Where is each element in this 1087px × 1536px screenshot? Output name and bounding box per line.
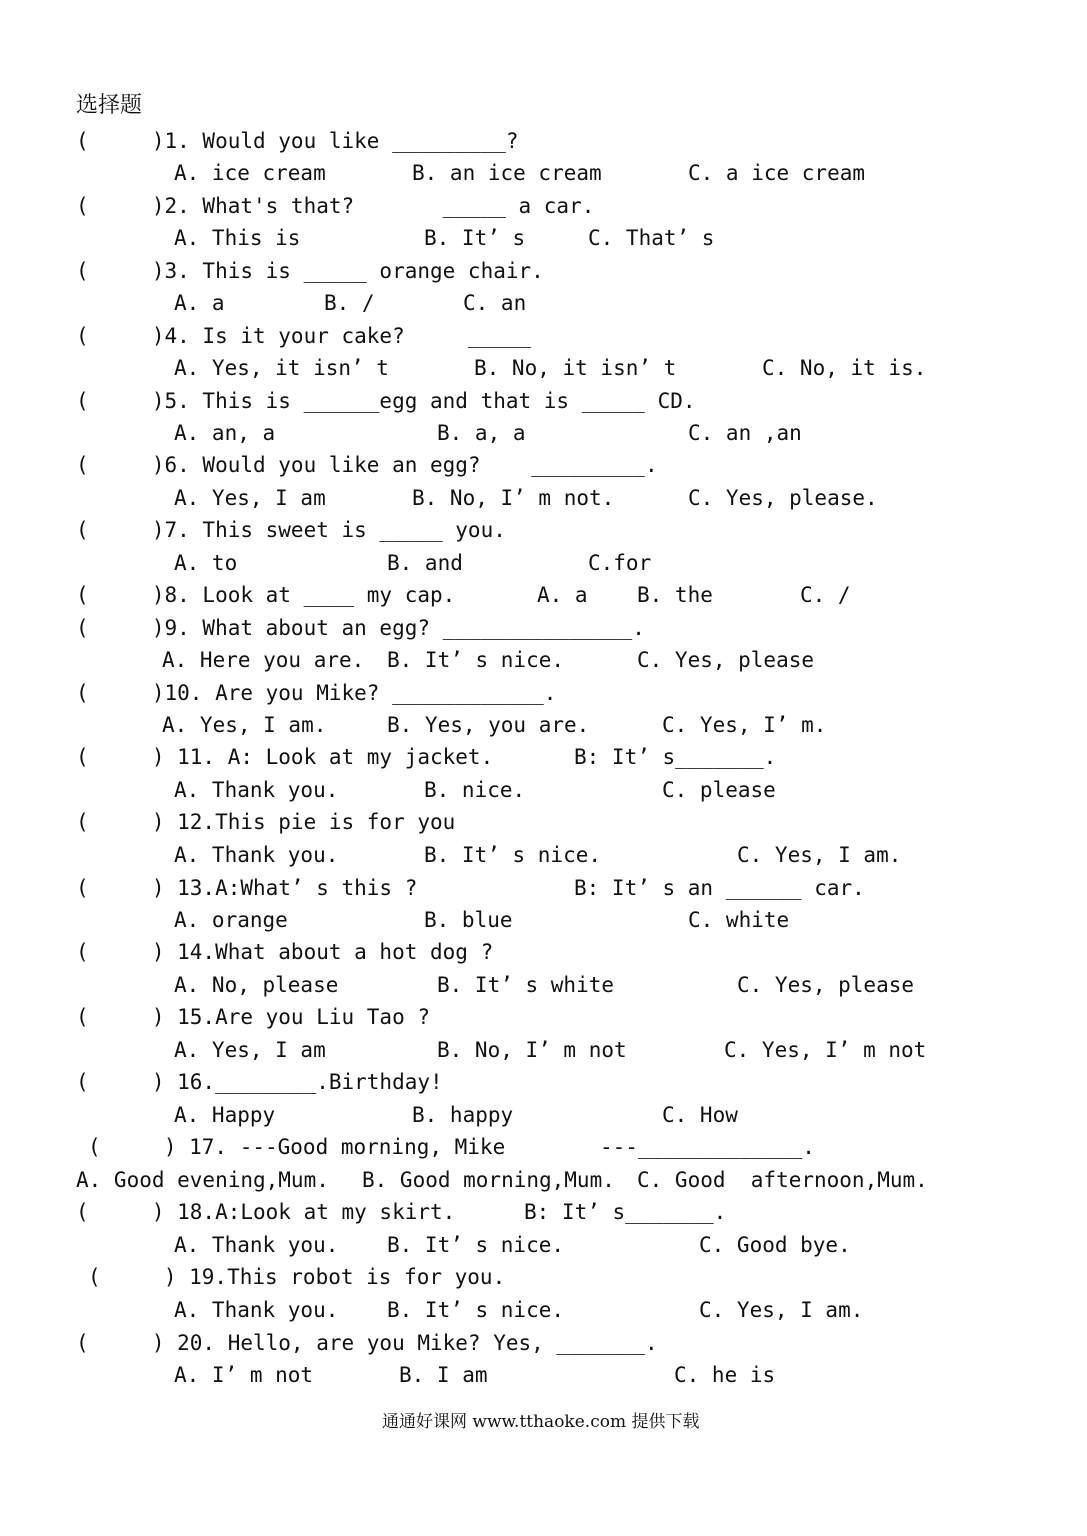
question-stem: ( )1. Would you like _________? xyxy=(76,129,519,153)
answer-option: A. I’ m not xyxy=(174,1363,314,1387)
answer-option: C. Yes, please. xyxy=(688,486,878,510)
question-stem: ( )3. This is _____ orange chair. xyxy=(76,259,544,283)
answer-option: A. Happy xyxy=(174,1103,276,1127)
answer-option: C. How xyxy=(662,1103,738,1127)
answer-option: C. please xyxy=(662,778,776,802)
answer-option: B. Good morning,Mum. xyxy=(362,1168,615,1192)
answer-option: C. Good afternoon,Mum. xyxy=(637,1168,928,1192)
answer-option: B. No, it isn’ t xyxy=(474,356,677,380)
answer-option: A. Good evening,Mum. xyxy=(76,1168,329,1192)
answer-option: B. It’ s nice. xyxy=(387,1233,565,1257)
answer-option: B. blue xyxy=(424,908,513,932)
question-stem-response: B: It’ s_______. xyxy=(574,745,777,769)
section-title: 选择题 xyxy=(76,93,143,118)
question-stem: ( ) 16.________.Birthday! xyxy=(76,1070,443,1094)
question-stem: ( ) 13.A:What’ s this ? xyxy=(76,876,418,900)
answer-option: B. It’ s nice. xyxy=(387,1298,565,1322)
answer-option: C. Yes, please xyxy=(637,648,815,672)
answer-option: C. / xyxy=(800,583,851,607)
answer-option: C. an ,an xyxy=(688,421,802,445)
answer-option: B. No, I’ m not xyxy=(437,1038,627,1062)
answer-option: B. nice. xyxy=(424,778,526,802)
answer-option: A. Thank you. xyxy=(174,778,339,802)
answer-option: A. Here you are. xyxy=(162,648,365,672)
answer-option: C. Yes, please xyxy=(737,973,915,997)
answer-option: B. the xyxy=(637,583,713,607)
answer-option: A. Yes, I am xyxy=(174,486,326,510)
question-stem: ( ) 19.This robot is for you. xyxy=(88,1265,506,1289)
answer-option: B. Yes, you are. xyxy=(387,713,590,737)
answer-option: B. / xyxy=(324,291,375,315)
question-stem: ( )8. Look at ____ my cap. xyxy=(76,583,456,607)
answer-option: C. Yes, I’ m not xyxy=(724,1038,927,1062)
answer-option: A. No, please xyxy=(174,973,339,997)
answer-option: B. happy xyxy=(412,1103,514,1127)
answer-option: C. white xyxy=(688,908,790,932)
answer-option: A. Thank you. xyxy=(174,843,339,867)
answer-option: C. That’ s xyxy=(588,226,715,250)
answer-option: B. a, a xyxy=(437,421,526,445)
answer-option: A. an, a xyxy=(174,421,276,445)
question-stem: ( ) 12.This pie is for you xyxy=(76,810,456,834)
answer-option: A. This is xyxy=(174,226,301,250)
answer-option: C. a ice cream xyxy=(688,161,866,185)
answer-option: B. No, I’ m not. xyxy=(412,486,615,510)
answer-option: A. a xyxy=(537,583,588,607)
answer-option: B. I am xyxy=(399,1363,488,1387)
footer-source: 通通好课网 www.tthaoke.com 提供下载 xyxy=(382,1412,700,1432)
answer-option: B. It’ s nice. xyxy=(424,843,602,867)
answer-option: A. Yes, I am xyxy=(174,1038,326,1062)
answer-option: A. Yes, I am. xyxy=(162,713,327,737)
answer-option: B. It’ s xyxy=(424,226,526,250)
question-stem: ( )2. What's that? _____ a car. xyxy=(76,194,595,218)
answer-option: B. It’ s nice. xyxy=(387,648,565,672)
answer-option: C. Yes, I’ m. xyxy=(662,713,827,737)
question-stem-response: B: It’ s_______. xyxy=(524,1200,727,1224)
question-stem: ( ) 20. Hello, are you Mike? Yes, _______. xyxy=(76,1331,658,1355)
question-stem: ( )9. What about an egg? _______________. xyxy=(76,616,645,640)
answer-option: A. Yes, it isn’ t xyxy=(174,356,389,380)
answer-option: B. and xyxy=(387,551,463,575)
answer-option: C. Good bye. xyxy=(699,1233,851,1257)
answer-option: A. ice cream xyxy=(174,161,326,185)
question-stem: ( ) 17. ---Good morning, Mike xyxy=(88,1135,506,1159)
answer-option: C. he is xyxy=(674,1363,776,1387)
answer-option: C. Yes, I am. xyxy=(699,1298,864,1322)
question-stem: ( )4. Is it your cake? _____ xyxy=(76,324,532,348)
answer-option: A. to xyxy=(174,551,238,575)
answer-option: A. Thank you. xyxy=(174,1298,339,1322)
answer-option: C. No, it is. xyxy=(762,356,927,380)
answer-option: C.for xyxy=(588,551,652,575)
question-stem: ( )10. Are you Mike? ____________. xyxy=(76,681,557,705)
question-stem: ( )6. Would you like an egg? _________. xyxy=(76,453,658,477)
question-stem: ( )5. This is ______egg and that is _____ CD. xyxy=(76,389,696,413)
question-stem-response: ---_____________. xyxy=(600,1135,815,1159)
question-stem: ( )7. This sweet is _____ you. xyxy=(76,518,506,542)
question-stem: ( ) 18.A:Look at my skirt. xyxy=(76,1200,456,1224)
answer-option: C. an xyxy=(463,291,527,315)
answer-option: A. Thank you. xyxy=(174,1233,339,1257)
question-stem: ( ) 15.Are you Liu Tao ? xyxy=(76,1005,431,1029)
answer-option: A. orange xyxy=(174,908,288,932)
question-stem: ( ) 14.What about a hot dog ? xyxy=(76,940,494,964)
answer-option: B. It’ s white xyxy=(437,973,615,997)
question-stem: ( ) 11. A: Look at my jacket. xyxy=(76,745,494,769)
answer-option: B. an ice cream xyxy=(412,161,602,185)
answer-option: A. a xyxy=(174,291,225,315)
answer-option: C. Yes, I am. xyxy=(737,843,902,867)
question-stem-response: B: It’ s an ______ car. xyxy=(574,876,865,900)
